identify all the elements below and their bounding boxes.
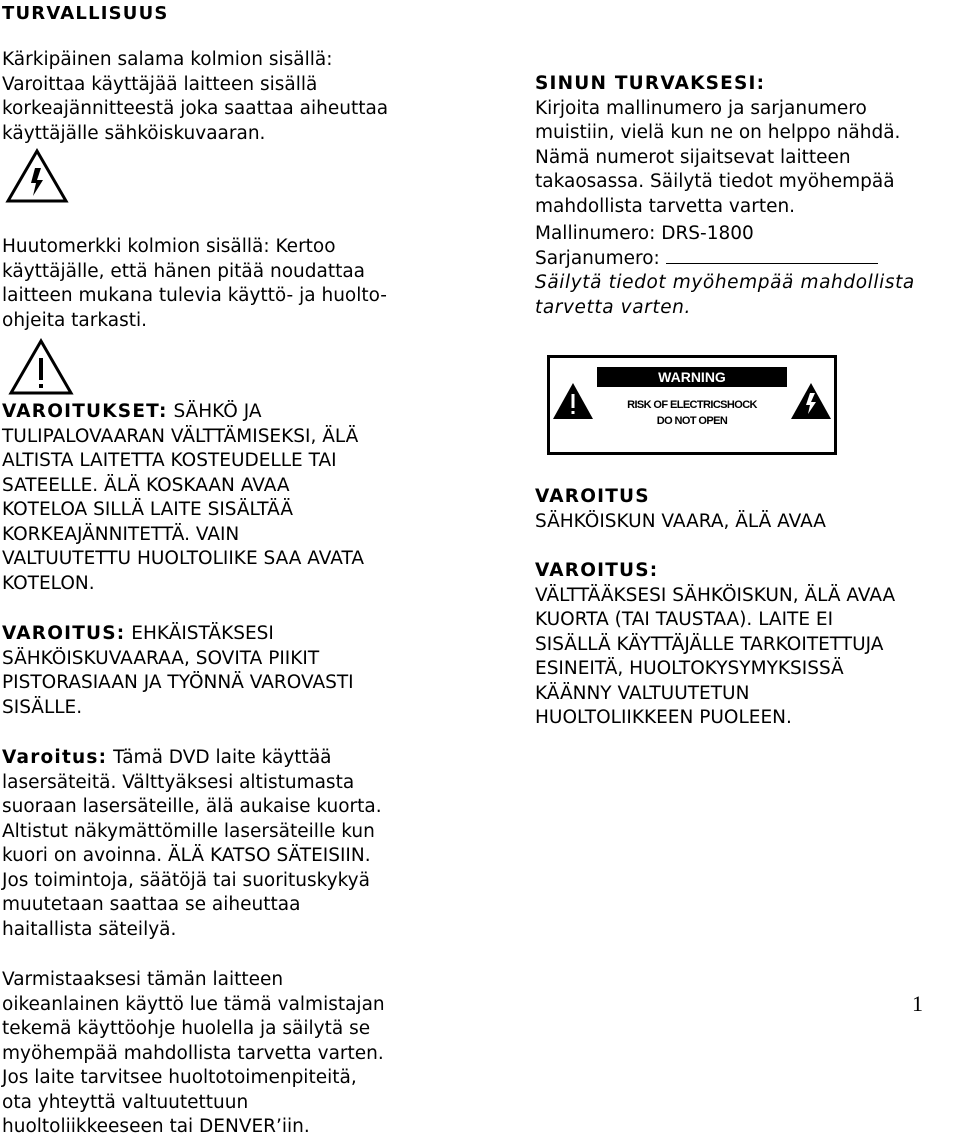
lightning-explanation: Kärkipäinen salama kolmion sisällä: Varoittaa käyttäjää laitteen sisällä korkeajännitteestä joka saattaa aiheuttaa käyttäjälle sähköiskuvaaran. bbox=[2, 49, 389, 144]
model-number: Mallinumero: DRS-1800 bbox=[535, 223, 754, 244]
exclamation-triangle-icon bbox=[8, 338, 74, 396]
usage-paragraph: Varmistaaksesi tämän laitteen oikeanlainen käyttö lue tämä valmistajan tekemä käyttöohje huolella ja säilytä se myöhempää mahdollista tarvetta varten. Jos laite tarvitsee huoltotoimenpiteitä, ota yhteyttä valtuutettuun huoltoliikkeeseen tai DENVER’iin. bbox=[2, 969, 385, 1137]
warning-label-graphic bbox=[547, 355, 837, 455]
laser-warning-block: Varoitus: Tämä DVD laite käyttää lasersäteitä. Välttyäksesi altistumasta suoraan lasersäteille, älä aukaise kuorta. Altistut näkymättömille lasersäteille kun kuori on avoinna. ÄLÄ KATSO SÄTEISIIN. Jos toimintoja, säätöjä tai suorituskykyä muutetaan saattaa se aiheuttaa haitallista säteilyä. bbox=[2, 747, 382, 940]
page-heading: TURVALLISUUS bbox=[2, 3, 169, 24]
page-number: 1 bbox=[912, 991, 923, 1016]
lightning-triangle-icon bbox=[5, 148, 69, 204]
warning-label-line2: DO NOT OPEN bbox=[656, 415, 728, 427]
serial-blank-line bbox=[666, 247, 878, 264]
safety-block: SINUN TURVAKSESI: Kirjoita mallinumero ja sarjanumero muistiin, vielä kun ne on helppo nähdä. Nämä numerot sijaitsevat laitteen takaosassa. Säilytä tiedot myöhempää mahdollista tarvetta varten. bbox=[535, 73, 901, 217]
model-serial-block: Mallinumero: DRS-1800 Sarjanumero: Säilytä tiedot myöhempää mahdollista tarvetta varten. bbox=[535, 223, 915, 318]
cover-warning-block: VAROITUS: VÄLTTÄÄKSESI SÄHKÖISKUN, ÄLÄ AVAA KUORTA (TAI TAUSTAA). LAITE EI SISÄLLÄ KÄYTTÄJÄLLE TARKOITETTUJA ESINEITÄ, HUOLTOKYSYMYKSISSÄ KÄÄNNY VALTUUTETUN HUOLTOLIIKKEEN PUOLEEN. bbox=[535, 560, 896, 728]
serial-label: Sarjanumero: bbox=[535, 247, 660, 269]
plug-warning-block: VAROITUS: EHKÄISTÄKSESI SÄHKÖISKUVAARAA, SOVITA PIIKIT PISTORASIAAN JA TYÖNNÄ VAROVASTI SISÄLLE. bbox=[2, 623, 354, 718]
warning-label-title: WARNING bbox=[658, 369, 726, 385]
exclamation-explanation: Huutomerkki kolmion sisällä: Kertoo käyttäjälle, että hänen pitää noudattaa laitteen mukana tulevia käyttö- ja huolto- ohjeita tarkasti. bbox=[2, 236, 387, 331]
warning-label-line1: RISK OF ELECTRICSHOCK bbox=[627, 399, 757, 411]
electric-warning-block: VAROITUKSET: SÄHKÖ JA TULIPALOVAARAN VÄLTTÄMISEKSI, ÄLÄ ALTISTA LAITETTA KOSTEUDELLE TAI SATEELLE. ÄLÄ KOSKAAN AVAA KOTELOA SILLÄ LAITE SISÄLTÄÄ KORKEAJÄNNITETTÄ. VAIN VALTUUTETTU HUOLTOLIIKE SAA AVATA KOTELON. bbox=[2, 401, 364, 594]
shock-warning-block: VAROITUS SÄHKÖISKUN VAARA, ÄLÄ AVAA bbox=[535, 486, 826, 532]
